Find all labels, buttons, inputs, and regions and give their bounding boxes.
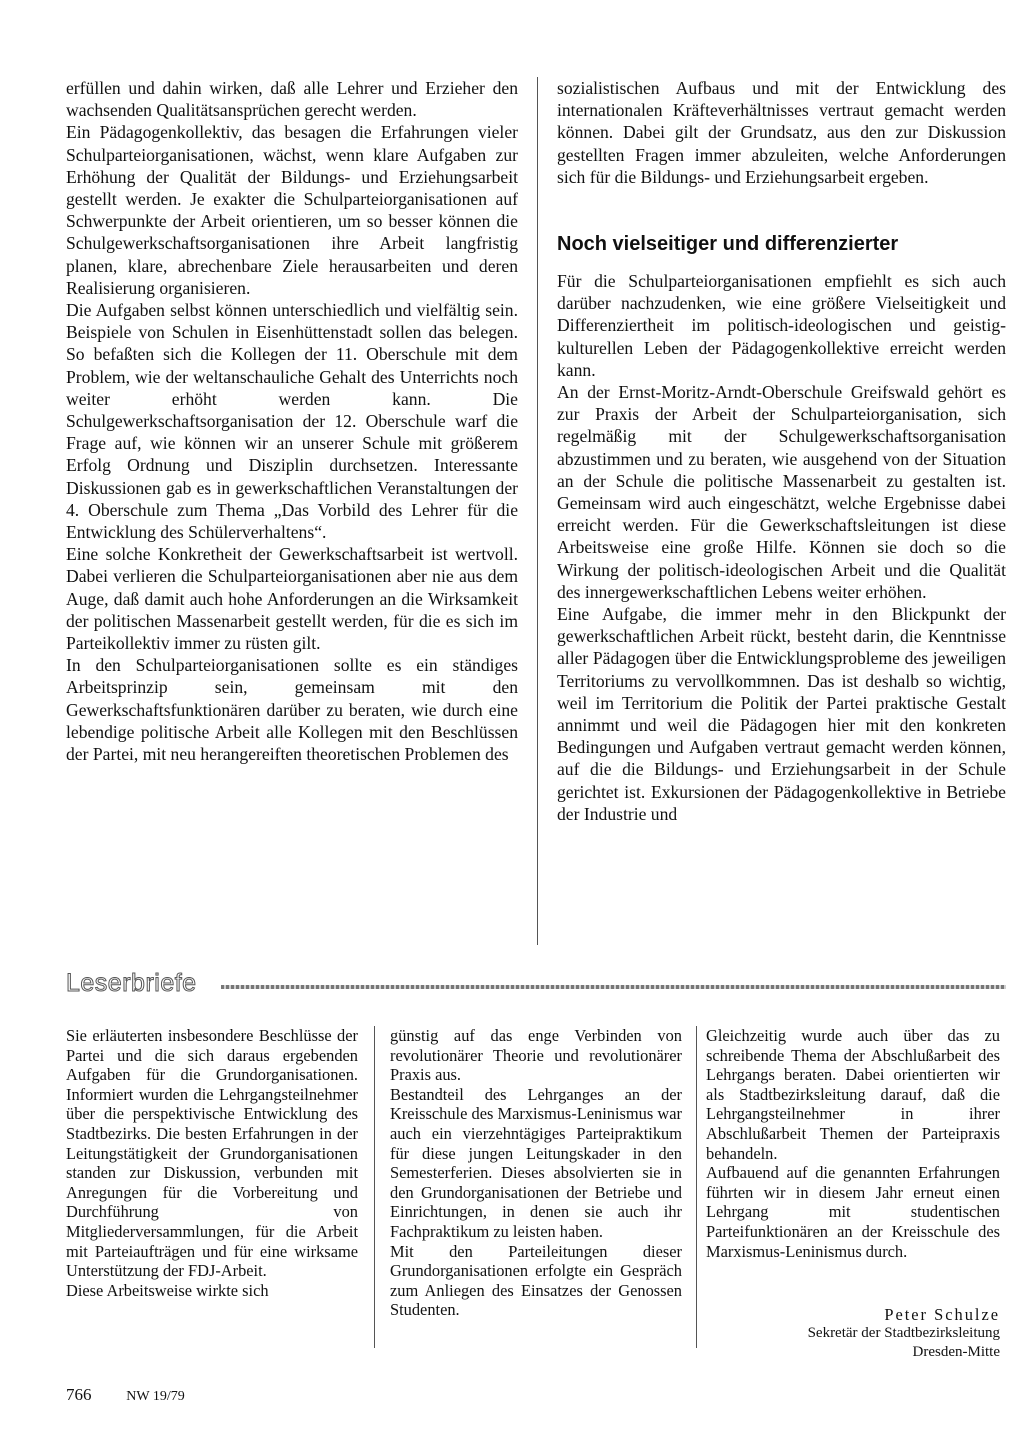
paragraph: Bestandteil des Lehrganges an der Kreisschule des Marxismus-Leninismus war auch ein vierzehntägiges Parteipraktikum für diese jungen Leitungskader in den Semesterferien. Dieses absolvierten sie in den Grundorganisationen der Betriebe und Einrichtungen, in denen sie auch ihr Fachpraktikum zu leisten haben.: [390, 1084, 682, 1241]
paragraph: Eine solche Konkretheit der Gewerkschaftsarbeit ist wertvoll. Dabei verlieren die Schulparteiorganisationen aber nie aus dem Auge, daß damit auch hohe Anforderungen an die Wirksamkeit der politischen Massenarbeit gestellt werden, für die es sich im Parteikollektiv immer zu rüsten gilt.: [66, 544, 518, 654]
signature-place: Dresden-Mitte: [912, 1344, 1000, 1360]
page-number: 766: [66, 1385, 92, 1404]
paragraph: Sie erläuterten insbesondere Beschlüsse der Partei und die sich daraus ergebenden Aufgaben für die Grundorganisationen. Informiert wurden die Lehrgangsteilnehmer über die perspektivische Entwicklung des Stadtbezirks. Die besten Erfahrungen in der Leitungstätigkeit der Grundorganisationen standen zur Diskussion, verbunden mit Anregungen für die Vorbereitung und Durchführung von Mitgliederversammlungen, für die Arbeit mit Parteiaufträgen und für eine wirksame Unterstützung der FDJ-Arbeit.: [66, 1026, 358, 1281]
paragraph: Eine Aufgabe, die immer mehr in den Blickpunkt der gewerkschaftlichen Arbeit rückt, besteht darin, die Kenntnisse aller Pädagogen über die Entwicklungsprobleme des jeweiligen Territoriums zu vervollkommnen. Das ist deshalb so wichtig, weil im Territorium die Politik der Partei praktische Gestalt annimmt und weil die Pädagogen hier mit den konkreten Bedingungen und Aufgaben vertraut gemacht werden können, auf die die Bildungs- und Erziehungsarbeit in der Schule gerichtet ist. Exkursionen der Pädagogenkollektive in Betriebe der Industrie und: [557, 604, 1006, 824]
paragraph: Ein Pädagogenkollektiv, das besagen die Erfahrungen vieler Schulparteiorganisationen, wächst, wenn klare Aufgaben zur Erhöhung der Qualität der Bildungs- und Erziehungsarbeit gestellt werden. Je exakter die Schulparteiorganisationen auf Schwerpunkte der Arbeit orientieren, um so besser können die Schulgewerkschaftsorganisationen ihre Arbeit langfristig planen, klare, abrechenbare Ziele herausarbeiten und deren Realisierung organisieren.: [66, 122, 518, 298]
paragraph: günstig auf das enge Verbinden von revolutionärer Theorie und revolutionärer Praxis aus.: [390, 1026, 682, 1085]
dotted-rule: [221, 985, 1006, 989]
paragraph: An der Ernst-Moritz-Arndt-Oberschule Greifswald gehört es zur Praxis der Arbeit der Schulparteiorganisation, sich regelmäßig mit der Schulgewerkschaftsorganisation abzustimmen und zu beraten, wie ausgehend von der Situation an der Schule die politische Massenarbeit zu gestalten ist. Gemeinsam wird auch eingeschätzt, welche Ergebnisse dabei erreicht werden. Für die Gewerkschaftsleitungen ist diese Arbeitsweise eine große Hilfe. Können sie doch so die Wirkung der politisch-ideologischen Arbeit und die Qualität des innergewerkschaftlichen Lebens weiter erhöhen.: [557, 382, 1006, 602]
letter-signature: [706, 1305, 1000, 1362]
paragraph: Aufbauend auf die genannten Erfahrungen führten wir in diesem Jahr erneut einen Lehrgang mit studentischen Parteifunktionären an der Kreisschule des Marxismus-Leninismus durch.: [706, 1163, 1000, 1261]
paragraph: sozialistischen Aufbaus und mit der Entwicklung des internationalen Kräfteverhältnisses vertraut gemacht werden können. Dabei gilt der Grundsatz, aus den zur Diskussion gestellten Fragen immer abzuleiten, welche Anforderungen sich für die Bildungs- und Erziehungsarbeit ergeben.: [557, 78, 1006, 187]
letters-section-title: Leserbriefe: [66, 969, 197, 997]
paragraph: Für die Schulparteiorganisationen empfiehlt es sich auch darüber nachzudenken, wie eine größere Vielseitigkeit und Differenziertheit im politisch-ideologischen und geistig-kulturellen Leben der Pädagogenkollektive erreicht werden kann.: [557, 271, 1006, 380]
paragraph: Die Aufgaben selbst können unterschiedlich und vielfältig sein. Beispiele von Schulen in Eisenhüttenstadt sollen das belegen. So befaßten sich die Kollegen der 11. Oberschule mit dem Problem, wie der weltanschauliche Gehalt des Unterrichts noch weiter erhöht werden kann. Die Schulgewerkschaftsorganisation der 12. Oberschule warf die Frage auf, wie können wir an unserer Schule mit größerem Erfolg Ordnung und Disziplin durchsetzen. Interessante Diskussionen gab es in gewerkschaftlichen Veranstaltungen der 4. Oberschule zum Thema „Das Vorbild des Lehrer für die Entwicklung des Schülerverhaltens“.: [66, 300, 518, 543]
letter-column-1: [66, 1026, 358, 1300]
letter-column-2: [390, 1026, 682, 1320]
paragraph: Diese Arbeitsweise wirkte sich: [66, 1280, 269, 1300]
article-column-right-top: [557, 77, 1006, 188]
column-divider: [696, 1026, 697, 1348]
signature-role: Sekretär der Stadtbezirksleitung: [807, 1325, 1000, 1341]
paragraph: In den Schulparteiorganisationen sollte es ein ständiges Arbeitsprinzip sein, gemeinsam mit den Gewerkschaftsfunktionären darüber zu beraten, wie durch eine lebendige politische Arbeit alle Kollegen mit den Beschlüssen der Partei, mit neu herangereiften theoretischen Problemen des: [66, 655, 518, 765]
page-footer: [66, 1383, 185, 1407]
column-divider: [374, 1026, 375, 1348]
article-column-left: [66, 77, 518, 765]
issue-label: NW 19/79: [126, 1389, 185, 1404]
section-heading: Noch vielseitiger und differenzierter: [557, 233, 899, 255]
paragraph: Mit den Parteileitungen dieser Grundorganisationen erfolgte ein Gespräch zum Anliegen des Einsatzes der Genossen Studenten.: [390, 1241, 682, 1320]
paragraph: Gleichzeitig wurde auch über das zu schreibende Thema der Abschlußarbeit des Lehrgangs beraten. Dabei orientierten wir als Stadtbezirksleitung darauf, daß die Lehrgangsteilnehmer in ihrer Abschlußarbeit Themen der Parteipraxis behandeln.: [706, 1026, 1000, 1163]
paragraph: erfüllen und dahin wirken, daß alle Lehrer und Erzieher den wachsenden Qualitätsansprüchen gerecht werden.: [66, 78, 518, 121]
article-column-right: [557, 270, 1006, 825]
letters-section-header: [66, 968, 1006, 998]
letter-column-3: [706, 1026, 1000, 1261]
column-divider: [537, 77, 538, 945]
signature-name: Peter Schulze: [884, 1305, 1000, 1324]
